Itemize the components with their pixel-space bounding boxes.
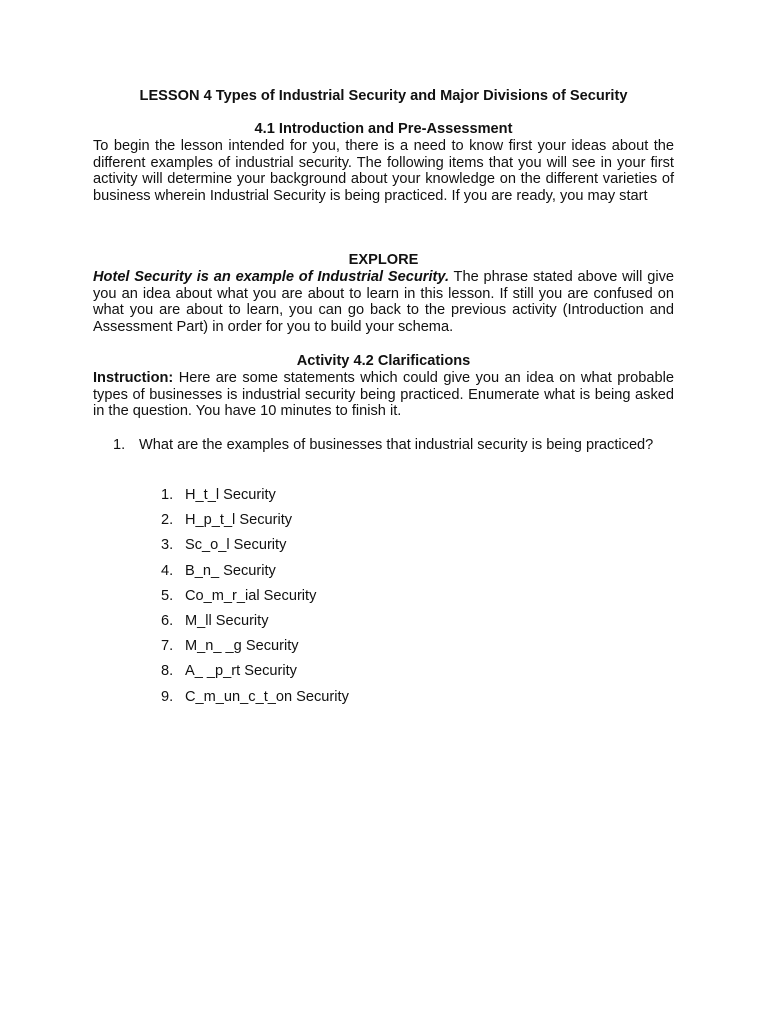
answer-item — [93, 563, 674, 588]
answer-text: Co_m_r_ial Security — [185, 587, 317, 604]
answer-text: H_t_l Security — [185, 487, 276, 503]
answer-item — [93, 663, 674, 688]
instruction-label: Instruction: — [93, 369, 174, 386]
answer-item — [93, 588, 674, 613]
answer-text: M_n_ _g Security — [185, 638, 299, 655]
answer-number: 1. — [161, 487, 174, 503]
answer-item — [93, 638, 674, 663]
explore-body: The phrase stated above will give you an idea about what you are about to learn in this lesson. If still you are confused on what you are about to learn, you can go back to the previous activity (Introduction and Assessment Part) in order for you to build your schema. — [93, 268, 674, 336]
intro-heading: 4.1 Introduction and Pre-Assessment — [254, 121, 513, 137]
answer-item — [93, 613, 674, 638]
answer-number: 4. — [161, 562, 174, 579]
question-number: 1. — [113, 437, 126, 453]
answer-text: Sc_o_l Security — [185, 537, 287, 554]
answer-number: 5. — [161, 587, 174, 604]
answer-list — [93, 487, 674, 714]
activity-section — [93, 353, 674, 420]
activity-heading: Activity 4.2 Clarifications — [296, 353, 471, 369]
explore-heading: EXPLORE — [348, 252, 419, 268]
intro-paragraph: To begin the lesson intended for you, there is a need to know first your ideas about the different examples of industrial security. The following items that you will see in your first activity will determine your background about your knowledge on the different varieties of business wherein Industrial Security is being practiced. If you are ready, you may start — [93, 137, 674, 205]
answer-text: B_n_ Security — [185, 562, 276, 579]
question-text: What are the examples of businesses that industrial security is being practiced? — [139, 437, 654, 453]
explore-section — [93, 252, 674, 336]
answer-text: C_m_un_c_t_on Security — [185, 688, 349, 705]
answer-number: 3. — [161, 537, 174, 554]
explore-paragraph — [93, 269, 674, 336]
answer-number: 7. — [161, 638, 174, 655]
answer-number: 8. — [161, 663, 174, 680]
instruction-paragraph — [93, 370, 674, 420]
answer-text: A_ _p_rt Security — [185, 663, 297, 680]
answer-text: M_ll Security — [185, 612, 269, 629]
instruction-text: Here are some statements which could give you an idea on what probable types of businesses is industrial security being practiced. Enumerate what is being asked in the question. You have 10 minutes to finish it. — [93, 369, 674, 420]
answer-item — [93, 689, 674, 714]
answer-item — [93, 487, 674, 512]
answer-number: 6. — [161, 612, 174, 629]
explore-lead: Hotel Security is an example of Industrial Security. — [93, 268, 449, 285]
answer-number: 2. — [161, 512, 174, 529]
lesson-title: LESSON 4 Types of Industrial Security and Major Divisions of Security — [139, 88, 628, 104]
answer-text: H_p_t_l Security — [185, 512, 293, 529]
answer-item — [93, 512, 674, 537]
intro-section — [93, 121, 674, 205]
answer-item — [93, 537, 674, 562]
answer-number: 9. — [161, 688, 174, 705]
